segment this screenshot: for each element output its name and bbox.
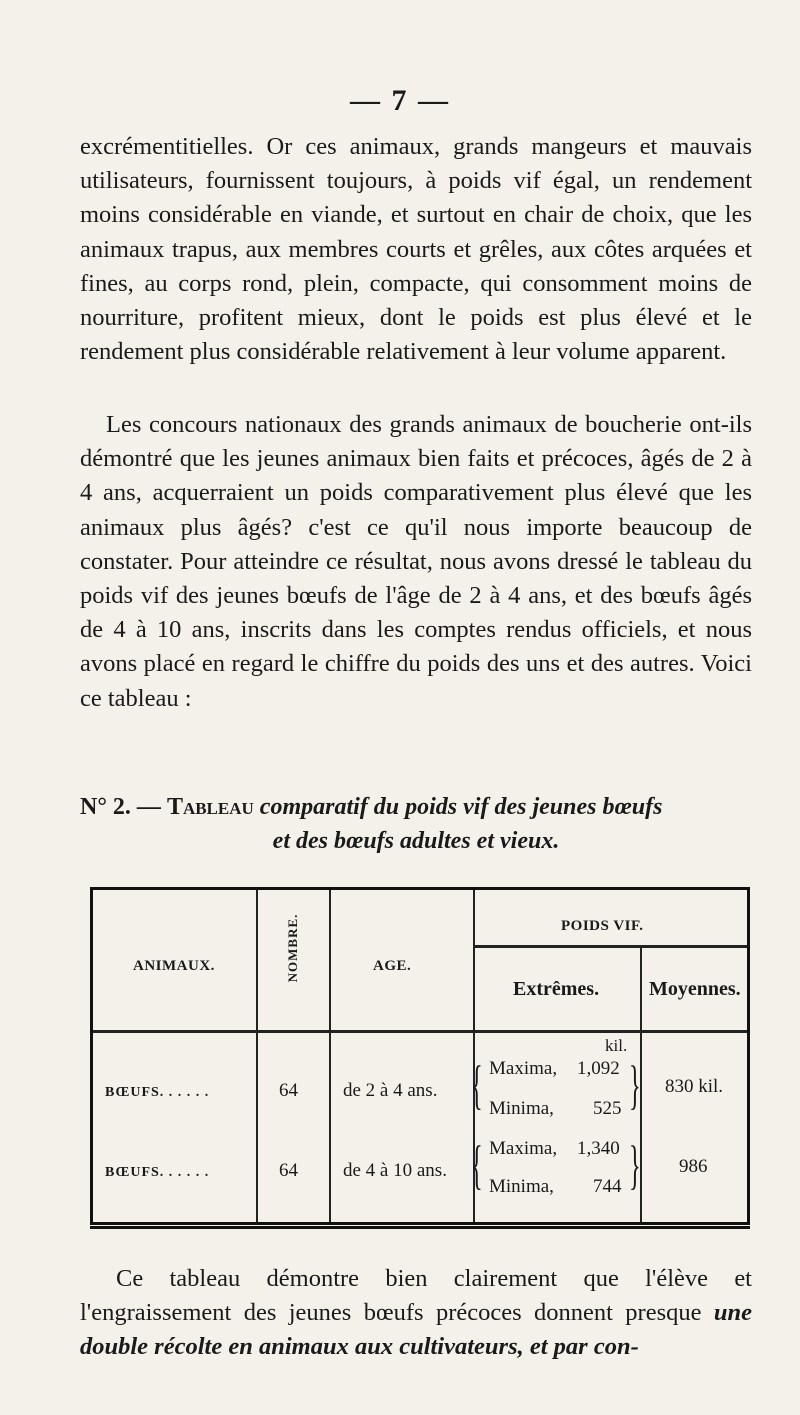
row2-age: de 4 à 10 ans. <box>343 1160 447 1181</box>
paragraph-2: Les concours nationaux des grands animaux de boucherie ont-ils démontré que les jeunes animaux bien faits et précoces, âgés de 2 à 4 ans, acquerraient un poids comparativement plus élevé que les animaux plus âgés? c'est ce qu'il nous importe beaucoup de constater. Pour atteindre ce résultat, nous avons dressé le tableau du poids vif des jeunes bœufs de l'âge de 2 à 4 ans, et des bœufs âgés de 4 à 10 ans, inscrits dans les comptes rendus officiels, et nous avons placé en regard le chiffre du poids des uns et des autres. Voici ce tableau : <box>80 411 752 712</box>
header-nombre: NOMBRE. <box>285 913 300 983</box>
row2-min-label: Minima, <box>489 1176 554 1197</box>
row2-brace-left: { <box>471 1135 483 1195</box>
col-rule-1 <box>256 890 258 1222</box>
header-poids-vif: POIDS VIF. <box>561 918 644 934</box>
row1-age: de 2 à 4 ans. <box>343 1080 438 1101</box>
row1-brace-left: { <box>471 1055 483 1115</box>
poids-vif-rule <box>475 945 747 948</box>
page-number: — 7 — <box>350 84 450 117</box>
row2-brace-right: } <box>629 1135 641 1195</box>
row2-max-value: 1,340 <box>577 1138 620 1159</box>
row1-nombre: 64 <box>279 1080 298 1101</box>
paragraph-3-italic: une double récolte en animaux aux cultivateurs, et par con- <box>80 1299 752 1361</box>
caption-line-1 <box>80 790 752 824</box>
paragraph-3-start: Ce tableau démontre bien clairement que l'élève et l'engraissement des jeunes bœufs précoces donnent presque <box>80 1265 752 1327</box>
unit-kil: kil. <box>605 1036 628 1055</box>
row1-max-label: Maxima, <box>489 1058 558 1079</box>
row2-nombre: 64 <box>279 1160 298 1181</box>
weight-table <box>90 887 750 1225</box>
row1-moyenne: 830 kil. <box>665 1076 724 1097</box>
table-caption <box>80 790 752 858</box>
paragraph-1: excrémentitielles. Or ces animaux, grands mangeurs et mauvais utilisateurs, fournissent toujours, à poids vif égal, un rendement moins considérable en viande, et surtout en chair de choix, que les animaux trapus, aux membres courts et grêles, aux côtes arquées et fines, au corps rond, plein, compacte, qui consomment moins de nourriture, profitent mieux, dont le poids est plus élevé et le rendement plus considérable relativement à leur volume apparent. <box>80 133 752 366</box>
col-rule-2 <box>329 890 331 1222</box>
row1-max-value: 1,092 <box>577 1058 620 1079</box>
row1-min-label: Minima, <box>489 1098 554 1119</box>
row2-animal: BŒUFS. . . . . . <box>105 1165 210 1180</box>
row1-brace-right: } <box>629 1055 641 1115</box>
header-extremes: Extrêmes. <box>513 978 600 1000</box>
caption-title-2: et des bœufs adultes et vieux. <box>272 828 560 854</box>
header-animaux: ANIMAUX. <box>133 958 215 974</box>
caption-title-1: comparatif du poids vif des jeunes bœufs <box>259 794 663 820</box>
paragraph-3 <box>80 1262 752 1365</box>
table-bottom-rule <box>90 1226 750 1229</box>
row2-moyenne: 986 <box>679 1156 708 1177</box>
caption-number: N° 2. — <box>80 794 161 820</box>
caption-label: Tableau <box>166 794 254 820</box>
header-moyennes: Moyennes. <box>649 978 741 1000</box>
row2-min-value: 744 <box>593 1176 622 1197</box>
header-age: AGE. <box>373 958 412 974</box>
header-rule <box>93 1030 747 1033</box>
row1-min-value: 525 <box>593 1098 622 1119</box>
row2-max-label: Maxima, <box>489 1138 558 1159</box>
row1-animal: BŒUFS. . . . . . <box>105 1085 210 1100</box>
